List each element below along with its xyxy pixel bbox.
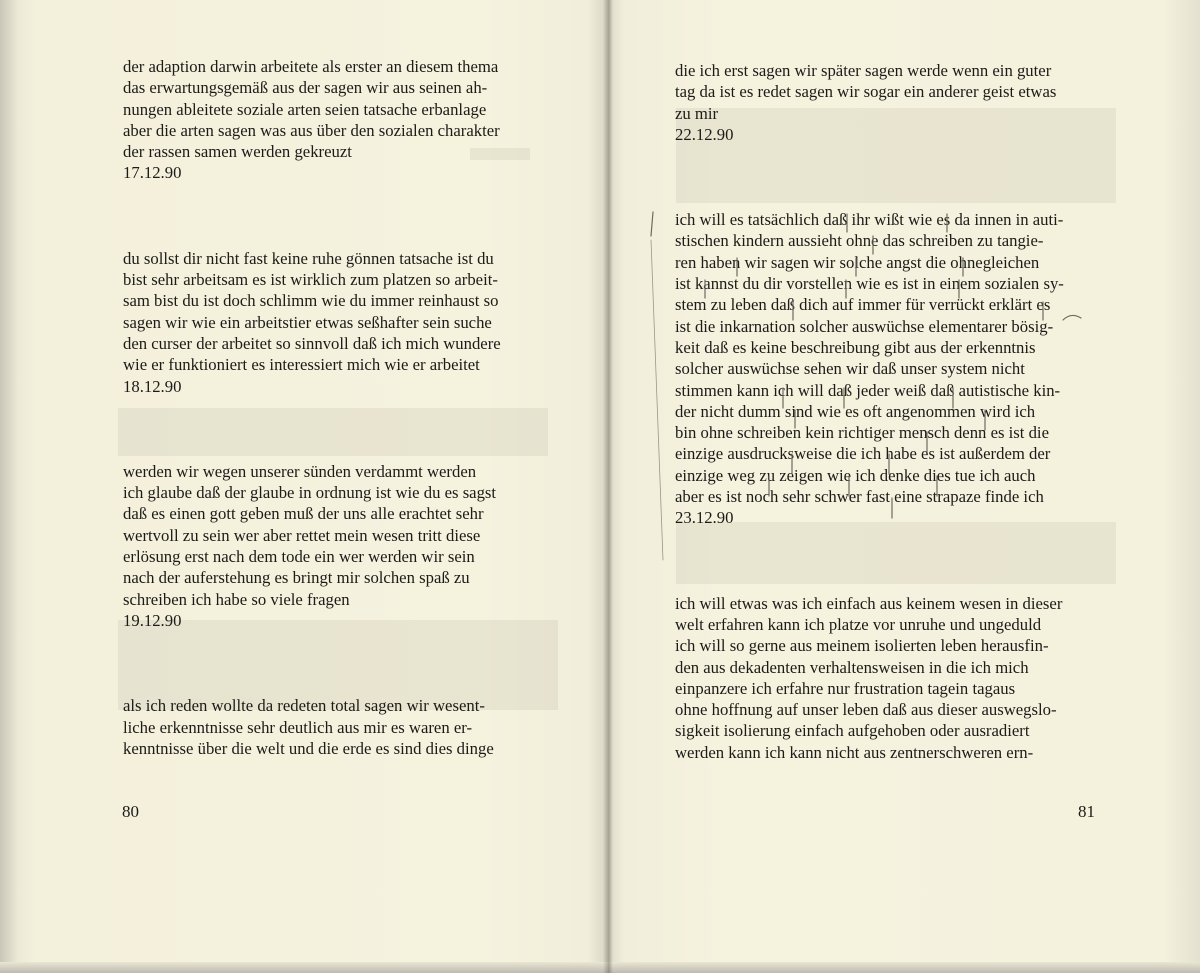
paragraph: der adaption darwin arbeitete als erster an diesem thema das erwartungsgemäß aus der sagen wir aus seinen ah- nungen ableitete soziale arten seien tatsache erbanlage aber die arten sagen was aus über den sozialen charakter der rassen samen werden gekreuzt <box>123 57 500 162</box>
paragraph: du sollst dir nicht fast keine ruhe gönnen tatsache ist du bist sehr arbeitsam es ist wirklich zum platzen so arbeit- sam bist du ist doch schlimm wie du immer reinhaust so sagen wir wie ein arbeitstier etwas seßhafter sein suche den curser der arbeitet so sinnvoll daß ich mich wundere wie er funktioniert es interessiert mich wie er arbeitet <box>123 248 501 375</box>
paragraph: ich will etwas was ich einfach aus keinem wesen in dieser welt erfahren kann ich platze vor unruhe und ungeduld ich will so gerne aus meinem isolierten leben herausfin- den aus dekadenten verhaltensweisen in die ich mich einpanzere ich erfahre nur frustration tagein tagaus ohne hoffnung auf unser leben daß aus dieser auswegslo- sigkeit isolierung einfach aufgehoben oder ausradiert werden kann ich kann nicht aus zentnerschweren ern- <box>675 593 1063 762</box>
entry-date: 22.12.90 <box>675 124 734 144</box>
entry-date: 18.12.90 <box>123 376 182 396</box>
paragraph: die ich erst sagen wir später sagen werde wenn ein guter tag da ist es redet sagen wir sogar ein anderer geist etwas zu mir <box>675 61 1057 123</box>
pencil-scribble <box>1063 315 1081 320</box>
pencil-marks <box>611 0 1200 973</box>
paragraph: werden wir wegen unserer sünden verdammt werden ich glaube daß der glaube in ordnung ist wie du es sagst daß es einen gott geben muß der uns alle erachtet sehr wertvoll zu sein wer aber rettet mein wesen tritt diese erlösung erst nach dem tode ein wer werden wir sein nach der auferstehung es bringt mir solchen spaß zu schreiben ich habe so viele fragen <box>123 461 497 609</box>
page-number: 81 <box>1078 802 1095 821</box>
entry-date: 17.12.90 <box>123 163 182 183</box>
paragraph: ich will es tatsächlich daß ihr wißt wie es da innen in auti- stischen kindern aussieht ohne das schreiben zu tangie- ren haben wir sagen wir solche angst die ohnegleichen ist kannst du dir vorstellen wie es ist in einem sozialen sy- stem zu leben daß dich auf immer für verrückt erklärt es ist die inkarnation solcher auswüchse elementarer bösig- keit daß es keine beschreibung gibt aus der erkenntnis solcher auswüchse sehen wir daß unser system nicht stimmen kann ich will daß jeder weiß daß autistische kin- der nicht dumm sind wie es oft angenommen wird ich bin ohne schreiben kein richtiger mensch denn es ist die einzige ausdrucksweise die ich habe es ist außerdem der einzige weg zu zeigen wie ich denke dies tue ich auch aber es ist noch sehr schwer fast eine strapaze finde ich <box>675 210 1064 507</box>
pencil-margin-line <box>651 240 663 560</box>
entry-date: 23.12.90 <box>675 508 734 528</box>
left-page-text <box>123 56 553 759</box>
entry-date: 19.12.90 <box>123 610 182 630</box>
page-number: 80 <box>122 802 139 821</box>
paragraph: als ich reden wollte da redeten total sagen wir wesent- liche erkenntnisse sehr deutlich aus mir es waren er- kenntnisse über die welt und die erde es sind dies dinge <box>123 696 494 758</box>
pencil-mark <box>651 212 653 236</box>
